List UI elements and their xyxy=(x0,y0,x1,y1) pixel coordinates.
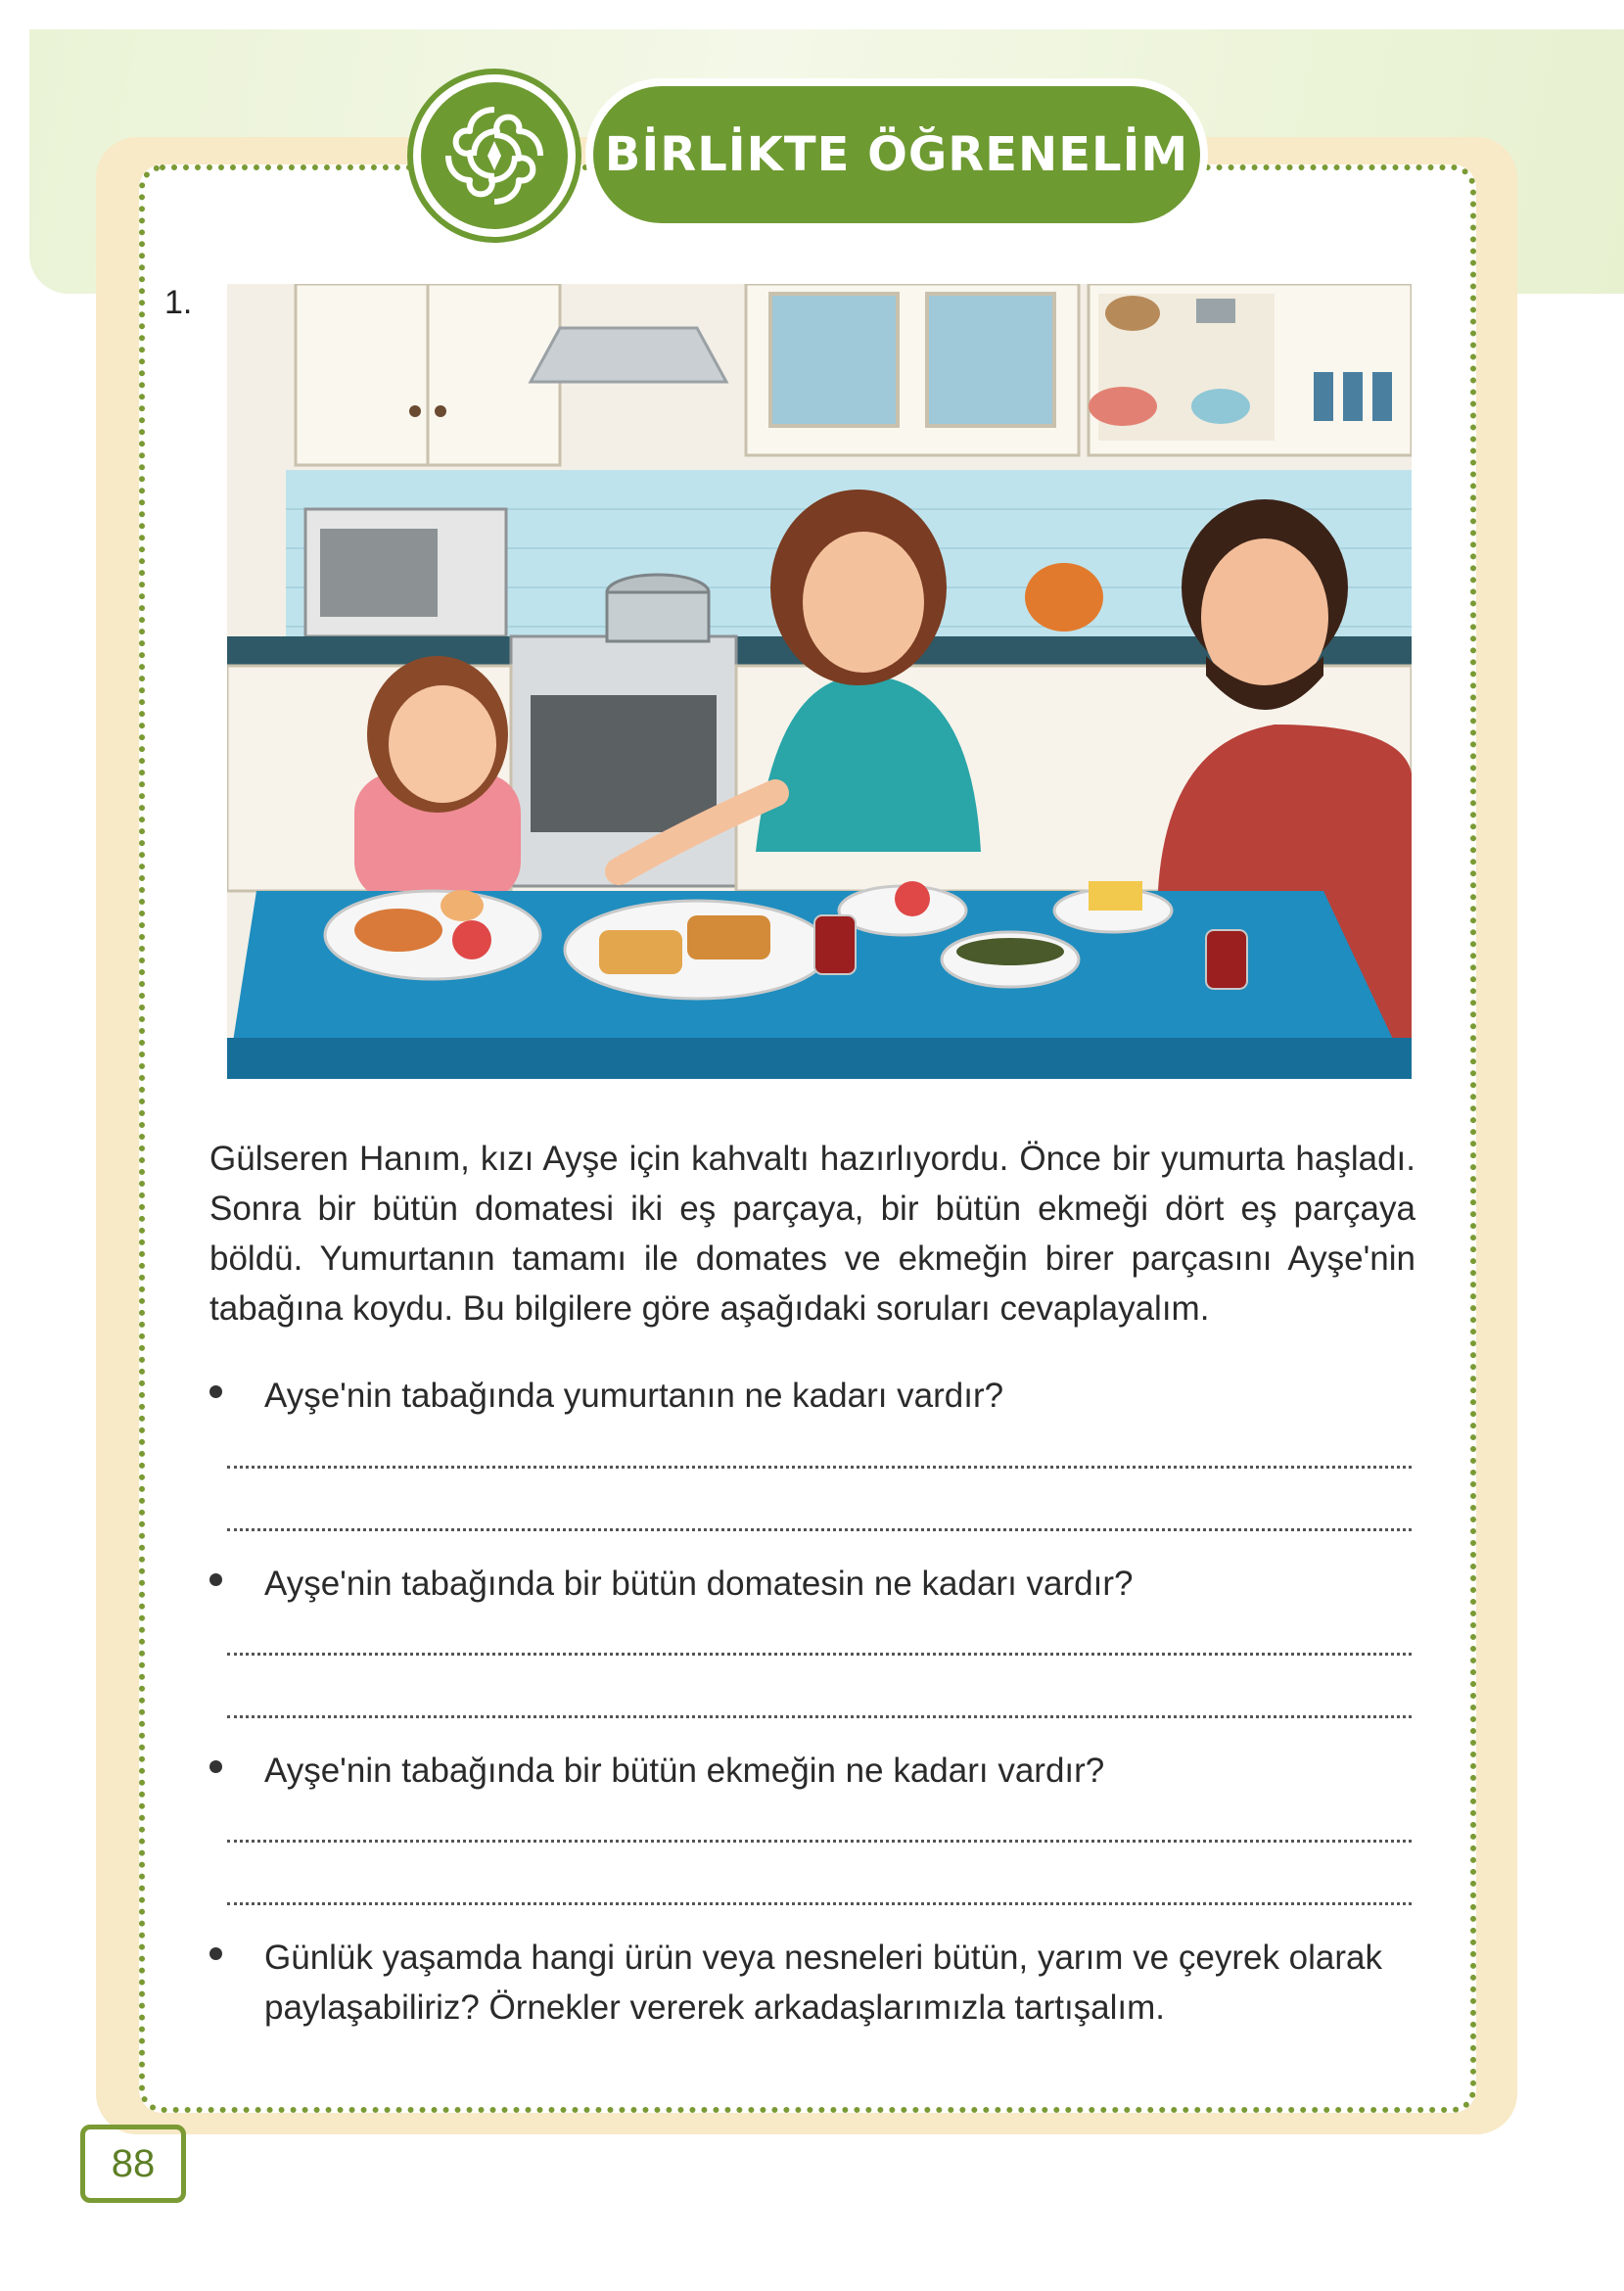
answer-line[interactable] xyxy=(227,1715,1412,1718)
puzzle-icon xyxy=(421,82,568,229)
section-title-banner xyxy=(593,86,1200,223)
answer-line[interactable] xyxy=(227,1466,1412,1469)
family-breakfast-kitchen-illustration xyxy=(227,284,1412,1079)
page-number: 88 xyxy=(80,2125,186,2203)
question-text: Ayşe'nin tabağında bir bütün ekmeğin ne kadarı vardır? xyxy=(264,1752,1105,1790)
answer-line[interactable] xyxy=(227,1653,1412,1656)
bullet-icon xyxy=(209,1385,222,1398)
question-text: Ayşe'nin tabağında yumurtanın ne kadarı vardır? xyxy=(264,1377,1004,1415)
answer-line[interactable] xyxy=(227,1902,1412,1905)
story-paragraph: Gülseren Hanım, kızı Ayşe için kahvaltı hazırlıyordu. Önce bir yumurta haşladı. Sonra bir bütün domatesi iki eş parçaya, bir bütün ekmeği dört eş parçaya böldü. Yumurtanın tamamı ile domates ve ekmeğin birer parçasını Ayşe'nin tabağına koydu. Bu bilgilere göre aşağıdaki soruları cevaplayalım. xyxy=(209,1140,1415,1328)
answer-line[interactable] xyxy=(227,1528,1412,1531)
answer-line[interactable] xyxy=(227,1840,1412,1843)
bullet-icon xyxy=(209,1760,222,1773)
section-title: BİRLİKTE ÖĞRENELİM xyxy=(604,127,1189,182)
bullet-icon xyxy=(209,1947,222,1960)
bullet-icon xyxy=(209,1573,222,1586)
question-number: 1. xyxy=(164,284,193,321)
question-text: Ayşe'nin tabağında bir bütün domatesin ne kadarı vardır? xyxy=(264,1565,1134,1603)
question-text: Günlük yaşamda hangi ürün veya nesneleri bütün, yarım ve çeyrek olarak paylaşabiliriz? Örnekler vererek arkadaşlarımızla tartışalım. xyxy=(264,1939,1382,2027)
